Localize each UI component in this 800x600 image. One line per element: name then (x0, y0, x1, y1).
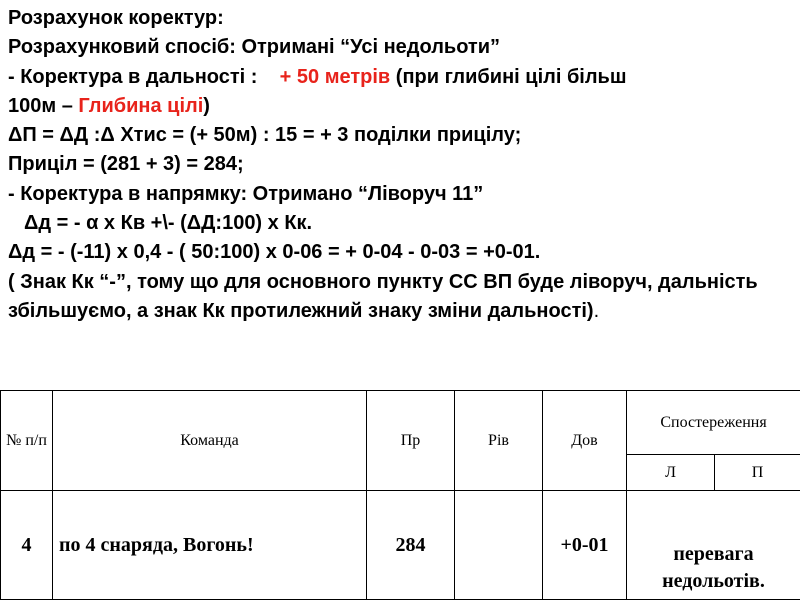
direction-correction-line: - Коректура в напрямку: Отримано “Ліворуч 11” (8, 182, 484, 205)
table-header-row (1, 391, 800, 455)
heading-corrections: Розрахунок коректур: (8, 7, 224, 29)
sight-divisions-formula: ΔП = ΔД :Δ Хтис = (+ 50м) : 15 = + 3 поділки прицілу; (8, 124, 522, 147)
header-dov: Дов (543, 391, 627, 491)
calculation-text (8, 4, 794, 326)
range-correction-line: - Коректура в дальності : + 50 метрів (при глибині цілі більш (8, 65, 627, 88)
direction-calculation: Δд = - (-11) х 0,4 - ( 50:100) х 0-06 = + 0-04 - 0-03 = +0-01. (8, 241, 541, 264)
header-observation-l: Л (627, 455, 715, 491)
row-dov: +0-01 (543, 491, 627, 600)
target-depth-line: 100м – Глибина цілі) (8, 94, 210, 117)
row-command: по 4 снаряда, Вогонь! (53, 491, 367, 600)
header-riv: Рів (455, 391, 543, 491)
sign-explanation: ( Знак Кк “-”, тому що для основного пункту СС ВП буде ліворуч, дальність збільшуємо, а знак Кк протилежний знаку зміни дальності). (8, 270, 758, 322)
method-line: Розрахунковий спосіб: Отримані “Усі недольоти” (8, 36, 501, 59)
row-pr: 284 (367, 491, 455, 600)
header-number: № п/п (1, 391, 53, 491)
target-depth-label: Глибина цілі (78, 94, 204, 117)
row-riv (455, 491, 543, 600)
range-correction-value: + 50 метрів (279, 65, 391, 88)
table-row (1, 491, 800, 600)
header-observation-p: П (715, 455, 800, 491)
row-number: 4 (1, 491, 53, 600)
header-observation: Спостереження (627, 391, 800, 455)
direction-formula: Δд = - α х Кв +\- (ΔД:100) х Кк. (24, 212, 313, 235)
fire-command-table (0, 390, 800, 600)
row-observation: перевага недольотів. (627, 491, 800, 600)
sight-result: Приціл = (281 + 3) = 284; (8, 153, 244, 176)
header-pr: Пр (367, 391, 455, 491)
header-command: Команда (53, 391, 367, 491)
